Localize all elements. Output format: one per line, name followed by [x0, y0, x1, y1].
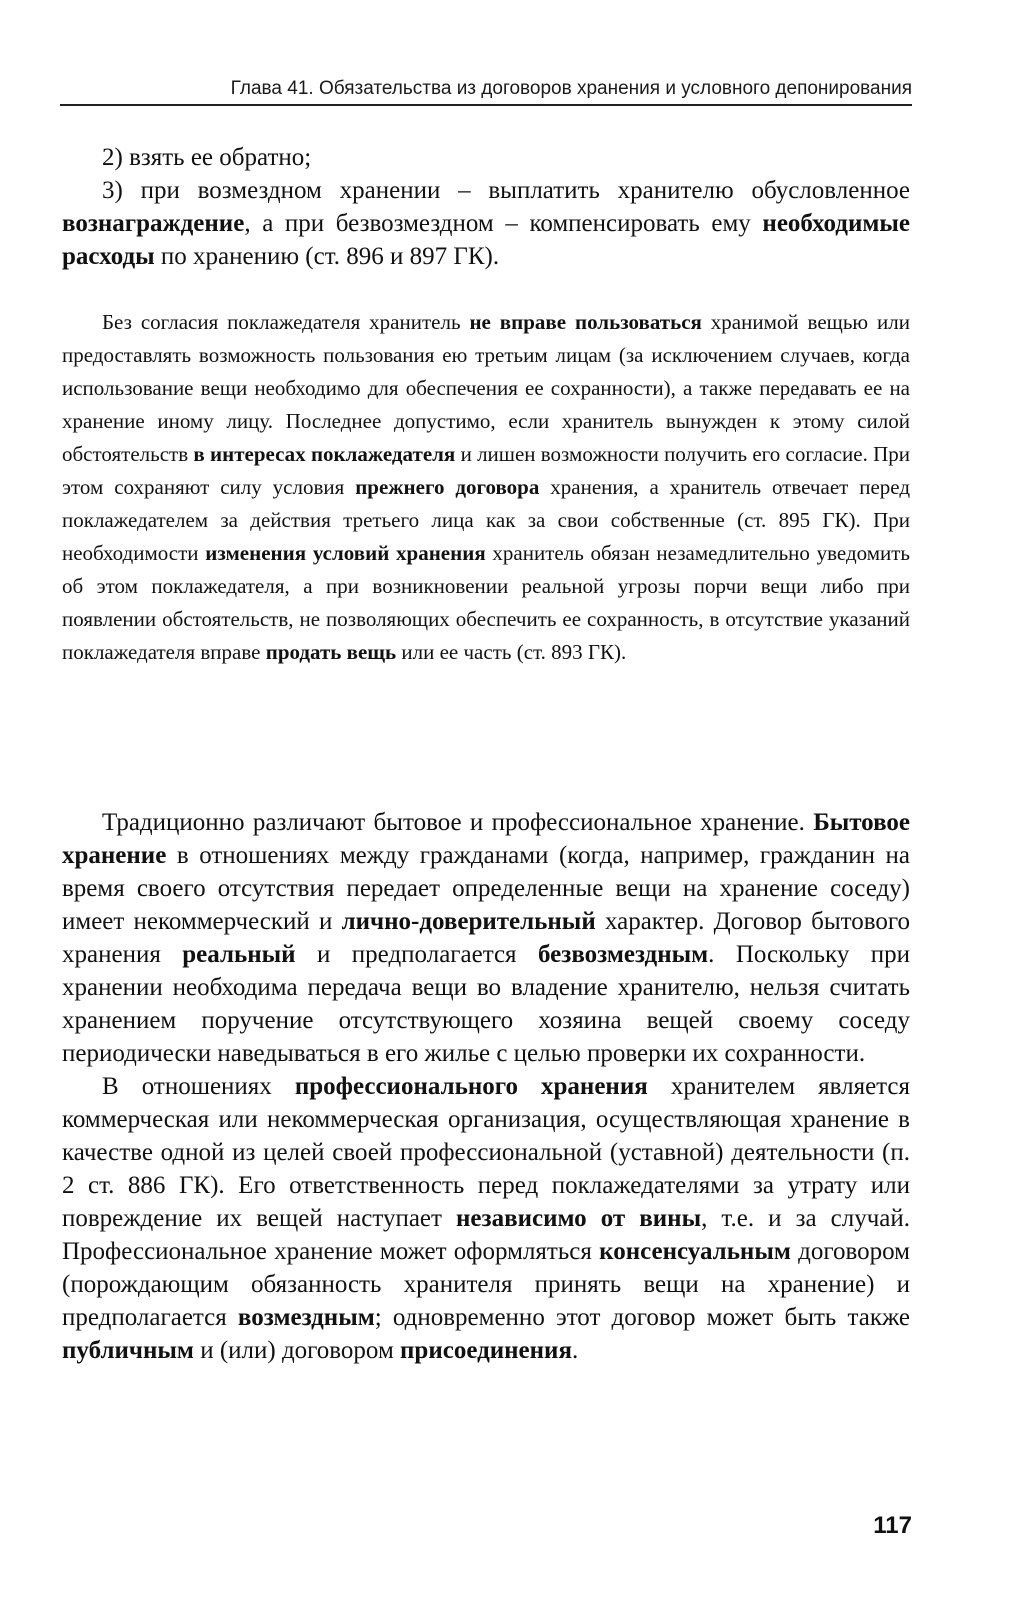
text-run: , т.е. и за случай. Профессиональное хранение может оформляться	[62, 1205, 910, 1265]
text-run: , а при безвозмездном – компенсировать ему	[244, 210, 763, 237]
bold-term: присоединения	[400, 1337, 572, 1364]
paragraph-professional-storage	[62, 1070, 910, 1367]
text-run: хранитель обязан незамедлительно уведомить об этом поклажедателя, а при возникновении реальной угрозы порчи вещи либо при появлении обстоятельств, не позволяющих обеспечить ее сохранность, в отсутствие указаний поклажедателя вправе	[62, 541, 911, 664]
bold-term: возмездным	[237, 1304, 375, 1331]
header-rule	[60, 104, 912, 106]
bold-term: необходимые расходы	[62, 210, 910, 270]
bold-term: прежнего договора	[355, 475, 540, 499]
bold-term: в интересах поклажедателя	[193, 442, 456, 466]
text-run: или ее часть (ст. 893 ГК).	[396, 640, 627, 664]
text-run: 3) при возмездном хранении – выплатить хранителю обусловленное	[102, 177, 910, 204]
list-item-3	[62, 174, 910, 273]
text-run: и предполагается	[295, 941, 538, 968]
text-run: договором (порождающим обязанность хранителя принять вещи на хранение) и предполагается	[62, 1238, 910, 1331]
bold-term: лично-доверительный	[341, 908, 596, 935]
running-header: Глава 41. Обязательства из договоров хранения и условного депонирования	[230, 78, 912, 99]
page-number: 117	[873, 1512, 912, 1539]
text-run: по хранению (ст. 896 и 897 ГК).	[154, 243, 500, 270]
bold-term: изменения условий хранения	[205, 541, 486, 565]
bold-term: вознаграждение	[62, 210, 245, 237]
bold-term: публичным	[62, 1337, 194, 1364]
list-item-2	[62, 141, 910, 174]
text-run: В отношениях	[102, 1073, 295, 1100]
text-run: Традиционно различают бытовое и профессиональное хранение.	[102, 809, 814, 836]
note-block	[62, 306, 910, 669]
duties-list	[62, 141, 910, 273]
text-run: .	[572, 1337, 579, 1364]
bold-term: независимо от вины	[456, 1205, 702, 1232]
bold-term: Бытовое хранение	[62, 809, 910, 869]
bold-term: реальный	[182, 941, 296, 968]
text-run: в отношениях между гражданами (когда, например, гражданин на время своего отсутствия передает определенные вещи на хранение соседу) имеет некоммерческий и	[62, 842, 910, 935]
bold-term: консенсуальным	[599, 1238, 791, 1265]
bold-term: безвозмездным	[538, 941, 709, 968]
list-item-2-text: 2) взять ее обратно;	[102, 144, 312, 171]
note-paragraph	[62, 306, 910, 669]
text-run: . Поскольку при хранении необходима передача вещи во владение хранителю, нельзя считать хранением поручение отсутствующего хозяина вещей своему соседу периодически наведываться в его жилье с целью проверки их сохранности.	[62, 941, 911, 1067]
text-run: хранителем является коммерческая или некоммерческая организация, осуществляющая хранение в качестве одной из целей своей профессиональной (уставной) деятельности (п. 2 ст. 886 ГК). Его ответственность перед поклажедателями за утрату или повреждение их вещей наступает	[62, 1073, 910, 1232]
text-run: Без согласия поклажедателя хранитель	[102, 310, 470, 334]
text-run: хранения, а хранитель отвечает перед поклажедателем за действия третьего лица как за свои собственные (ст. 895 ГК). При необходимости	[62, 475, 911, 565]
text-run: хранимой вещью или предоставлять возможность пользования ею третьим лицам (за исключением случаев, когда использование вещи необходимо для обеспечения ее сохранности), а также передавать ее на хранение иному лицу. Последнее допустимо, если хранитель вынужден к этому силой обстоятельств	[62, 310, 910, 466]
paragraph-household-storage	[62, 806, 910, 1070]
bold-term: профессионального хранения	[294, 1073, 648, 1100]
bold-term: продать вещь	[265, 640, 397, 664]
text-run: характер. Договор бытового хранения	[62, 908, 910, 968]
text-run: и лишен возможности получить его согласие. При этом сохраняют силу условия	[62, 442, 911, 499]
body-text	[62, 806, 910, 1367]
text-run: и (или) договором	[193, 1337, 401, 1364]
text-run: ; одновременно этот договор может быть также	[374, 1304, 910, 1331]
bold-term: не вправе пользоваться	[469, 310, 702, 334]
